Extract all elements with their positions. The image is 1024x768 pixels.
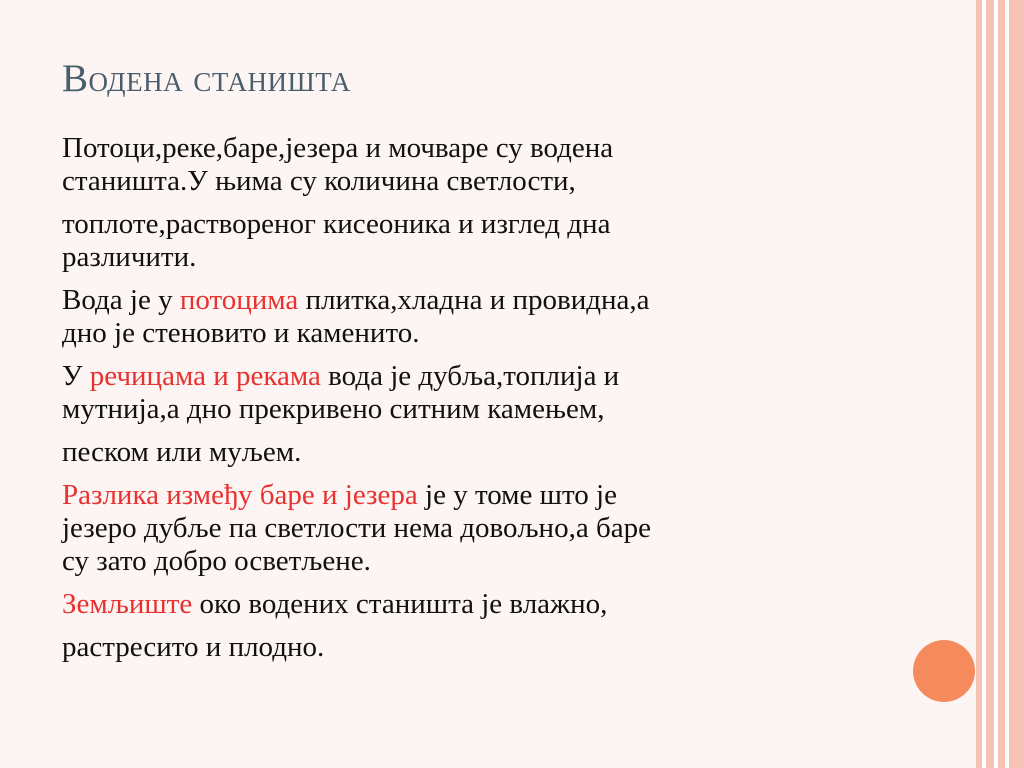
slide-title: Водена станишта — [62, 57, 351, 100]
text-segment: Вода је у — [62, 284, 180, 316]
decorative-circle — [913, 640, 975, 702]
decorative-stripe — [1009, 0, 1024, 768]
text-line: растресито и плодно. — [62, 631, 325, 663]
text-line: топлоте,раствореног кисеоника и изглед дна — [62, 208, 611, 240]
text-line: песком или муљем. — [62, 436, 302, 468]
text-line: су зато добро осветљене. — [62, 545, 371, 577]
paragraph — [62, 588, 882, 621]
highlighted-term: Земљиште — [62, 588, 193, 620]
text-segment: плитка,хладна и провидна,а — [298, 284, 650, 316]
text-line: Потоци,реке,баре,језера и мочваре су водена — [62, 132, 614, 164]
text-line: дно је стеновито и каменито. — [62, 317, 420, 349]
paragraph — [62, 284, 882, 350]
decorative-stripe — [986, 0, 994, 768]
paragraph — [62, 132, 882, 198]
text-segment: вода је дубља,топлија и — [320, 360, 620, 392]
paragraph — [62, 631, 882, 664]
slide-body — [62, 132, 882, 674]
highlighted-term: речицама и рекама — [89, 360, 321, 392]
text-segment: је у томе што је — [417, 479, 617, 511]
text-line: различити. — [62, 241, 197, 273]
paragraph — [62, 436, 882, 469]
text-line: језеро дубље па светлости нема довољно,а баре — [62, 512, 651, 544]
paragraph — [62, 360, 882, 426]
text-segment: око водених станишта је влажно, — [192, 588, 608, 620]
text-line: мутнија,а дно прекривено ситним камењем, — [62, 393, 605, 425]
text-segment: У — [62, 360, 90, 392]
highlighted-term: потоцима — [179, 284, 299, 316]
paragraph — [62, 479, 882, 578]
paragraph — [62, 208, 882, 274]
decorative-stripe — [998, 0, 1005, 768]
highlighted-term: Разлика између баре и језера — [62, 479, 418, 511]
text-line: станишта.У њима су количина светлости, — [62, 165, 576, 197]
